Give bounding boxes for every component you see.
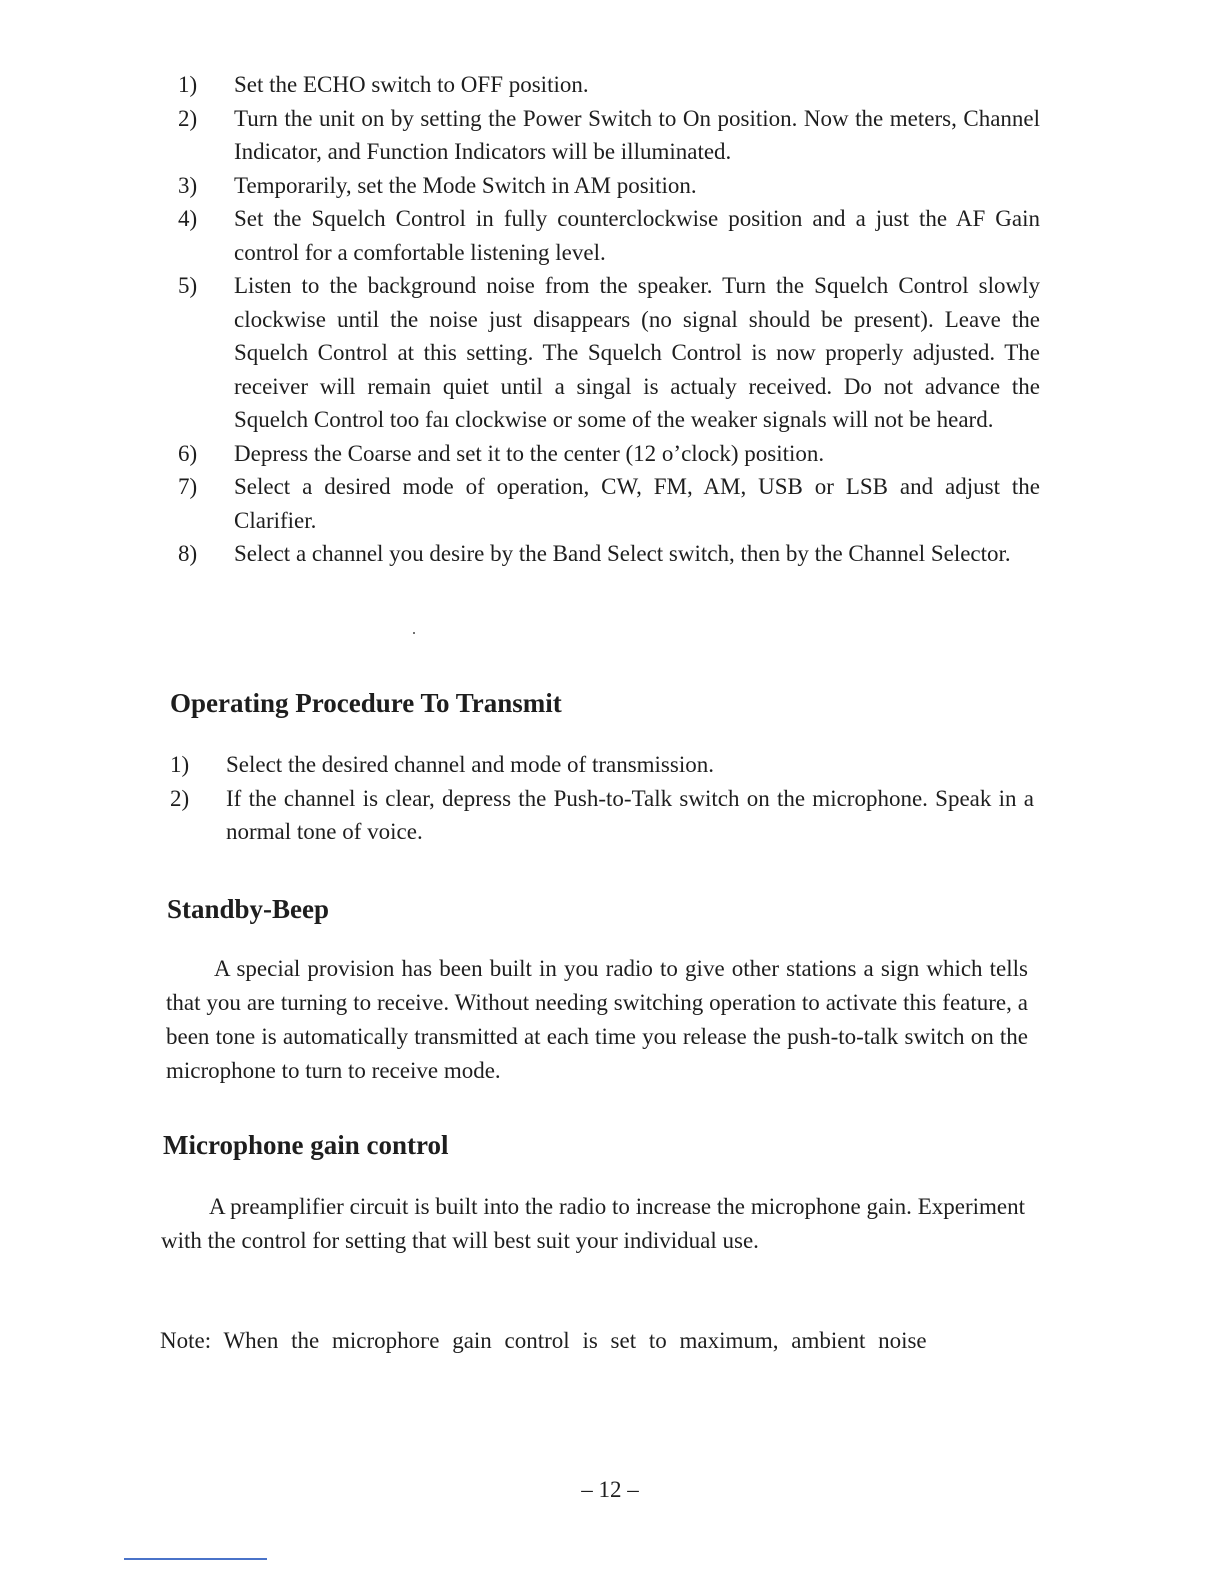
- step-text: Turn the unit on by setting the Power Switch to On position. Now the meters, Channel Indicator, and Function Indicators will be illuminated.: [234, 105, 1040, 164]
- scan-speck: [413, 632, 415, 634]
- step-number: 2): [170, 785, 190, 811]
- step-text: Select a desired mode of operation, CW, FM, AM, USB or LSB and adjust the Clarifier.: [234, 474, 1040, 533]
- mic-gain-heading: Microphone gain control: [163, 1130, 449, 1160]
- list-item: [170, 748, 1034, 782]
- mic-gain-text: A preamplifier circuit is built into the radio to increase the microphone gain. Experiment with the control for setting that will best suit your individual use.: [161, 1194, 1025, 1253]
- step-number: 8): [178, 541, 198, 566]
- list-item: [178, 537, 1040, 571]
- list-item: [178, 269, 1040, 437]
- step-text: Set the ECHO switch to OFF position.: [234, 72, 589, 97]
- step-number: 1): [170, 752, 190, 777]
- step-text: Depress the Coarse and set it to the center (12 o’clock) position.: [234, 440, 825, 466]
- list-item: [178, 202, 1040, 269]
- step-text: Listen to the background noise from the speaker. Turn the Squelch Control slowly clockwise until the noise just disappears (no signal should be present). Leave the Squelch Control at this setting. The Squelch Control is now properly adjusted. The receiver will remain quiet until a singal is actualy received. Do not advance the Squelch Control too faı clockwise or some of the weaker signals will not be heard.: [234, 273, 1040, 432]
- standby-beep-paragraph: [166, 952, 1028, 1088]
- list-item: [178, 470, 1040, 537]
- mic-gain-paragraph: [161, 1190, 1025, 1258]
- page-number: – 12 –: [581, 1477, 639, 1502]
- standby-beep-heading: Standby-Beep: [167, 894, 330, 924]
- step-number: 7): [178, 474, 198, 499]
- step-text: If the channel is clear, depress the Push-to-Talk switch on the microphone. Speak in a normal tone of voice.: [226, 785, 1034, 844]
- step-number: 3): [178, 172, 198, 198]
- standby-beep-text: A special provision has been built in you radio to give other stations a sign which tells that you are turning to receive. Without needing switching operation to activate this feature, a been tone is automatically transmitted at each time you release the push-to-talk switch on the microphone to turn to receive mode.: [166, 956, 1028, 1083]
- list-item: [178, 437, 1040, 471]
- scan-artifact-line: [124, 1558, 267, 1560]
- step-number: 2): [178, 105, 198, 131]
- list-item: [178, 169, 1040, 203]
- step-number: 4): [178, 206, 198, 231]
- note-paragraph: [160, 1324, 1024, 1358]
- list-item: [178, 68, 1040, 102]
- step-text: Select a channel you desire by the Band Select switch, then by the Channel Selector.: [234, 541, 1011, 566]
- step-number: 6): [178, 440, 198, 466]
- step-text: Select the desired channel and mode of transmission.: [226, 752, 714, 777]
- step-number: 1): [178, 72, 198, 97]
- list-item: [178, 102, 1040, 169]
- step-number: 5): [178, 273, 198, 298]
- transmit-heading: Operating Procedure To Transmit: [170, 688, 562, 718]
- note-text: When the microphoге gain control is set to maximum, ambient noise: [223, 1328, 927, 1353]
- step-text: Temporarily, set the Mode Switch in AM position.: [234, 172, 697, 198]
- transmit-steps-list: [170, 748, 1034, 849]
- note-label: Note:: [160, 1328, 212, 1353]
- list-item: [170, 782, 1034, 849]
- step-text: Set the Squelch Control in fully counterclockwise position and a just the AF Gain control for a comfortable listening level.: [234, 206, 1040, 265]
- receive-steps-list: [178, 68, 1040, 571]
